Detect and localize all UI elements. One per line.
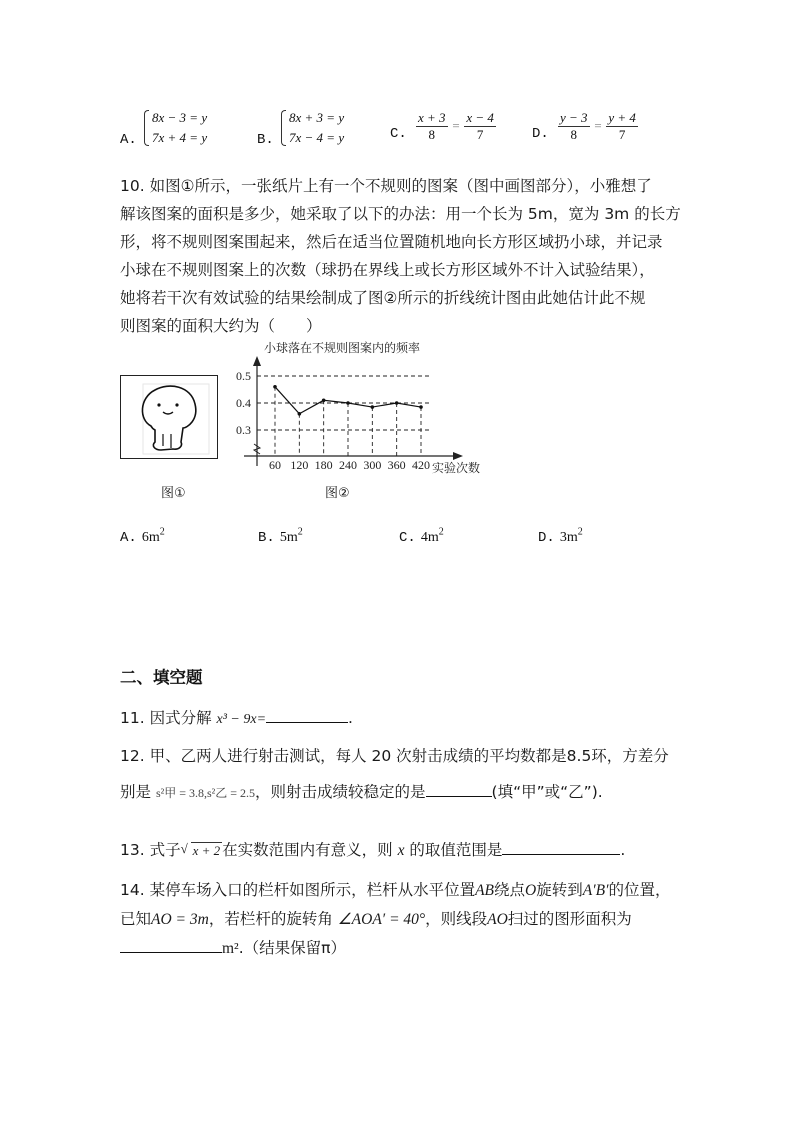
- equation-line: 7x + 4 = y: [152, 130, 208, 145]
- question-14: [120, 876, 671, 963]
- math-symbol: AO: [487, 911, 508, 928]
- numerator: x + 3: [418, 110, 446, 125]
- unit: m²: [222, 940, 239, 957]
- math-symbol: A′B′: [582, 882, 609, 899]
- text-line: 则图案的面积大约为（ ）: [120, 317, 322, 335]
- text-line: 她将若干次有效试验的结果绘制成了图②所示的折线统计图由此她估计此不规: [120, 289, 646, 307]
- line-chart-svg: [232, 338, 492, 483]
- variance-expression: s²甲 = 3.8,s²乙 = 2.5: [155, 786, 256, 800]
- denominator: 7: [618, 127, 626, 142]
- text: 扫过的图形面积为: [507, 910, 632, 928]
- denominator: 7: [476, 127, 484, 142]
- text: 已知: [120, 910, 152, 928]
- option-value: 3m: [559, 530, 578, 545]
- svg-text:300: 300: [363, 458, 382, 472]
- answer-blank[interactable]: [502, 838, 620, 855]
- option-label: A.: [120, 132, 137, 148]
- text-line: 解该图案的面积是多少，她采取了以下的办法：用一个长为 5m，宽为 3m 的长方: [120, 205, 681, 223]
- text: 旋转到: [536, 881, 583, 899]
- option-value: 4m: [420, 530, 439, 545]
- figure-2-caption: 图②: [325, 486, 350, 501]
- text: ，则线段: [425, 910, 488, 928]
- option-b[interactable]: [258, 526, 303, 546]
- denominator: 8: [570, 127, 578, 142]
- numerator: y + 4: [608, 110, 636, 125]
- option-label: C.: [399, 530, 416, 546]
- question-10-options: [120, 526, 640, 546]
- chart-title: 小球落在不规则图案内的频率: [264, 341, 421, 355]
- superscript: 2: [438, 526, 444, 538]
- text-line: 12. 甲、乙两人进行射击测试，每人 20 次射击成绩的平均数都是8.5环，方差分: [120, 747, 669, 765]
- svg-text:420: 420: [412, 458, 430, 472]
- svg-text:0.4: 0.4: [236, 396, 251, 410]
- svg-text:240: 240: [339, 458, 357, 472]
- y-axis-arrow-icon: [253, 356, 261, 366]
- answer-blank[interactable]: [120, 936, 222, 953]
- punctuation: .: [620, 841, 626, 859]
- equation: [416, 110, 496, 143]
- question-text: 11. 因式分解: [120, 709, 217, 727]
- equation-system: [281, 108, 344, 148]
- option-label: A.: [120, 530, 137, 546]
- mushroom-character-icon: [121, 376, 216, 457]
- text: 的取值范围是: [404, 841, 503, 859]
- text: 的位置，: [608, 881, 671, 899]
- text: 在实数范围内有意义，则: [222, 841, 398, 859]
- variable: x: [397, 842, 405, 859]
- superscript: 2: [577, 526, 583, 538]
- answer-blank[interactable]: [266, 706, 348, 723]
- equation: [558, 110, 638, 143]
- option-c[interactable]: [399, 526, 444, 546]
- svg-text:60: 60: [269, 458, 281, 472]
- text-line: 小球在不规则图案上的次数（球扔在界线上或长方形区域外不计入试验结果），: [120, 261, 655, 279]
- option-a[interactable]: [120, 526, 165, 546]
- text: ，则射击成绩较稳定的是: [255, 783, 426, 801]
- option-label: D.: [538, 530, 555, 546]
- x-axis-label: 实验次数: [432, 461, 481, 475]
- text: 绕点: [494, 881, 526, 899]
- math-symbol: AB: [475, 882, 495, 899]
- text: 14. 某停车场入口的栏杆如图所示，栏杆从水平位置: [120, 881, 476, 899]
- option-value: 6m: [141, 530, 160, 545]
- option-value: 5m: [279, 530, 298, 545]
- superscript: 2: [297, 526, 303, 538]
- option-label: D.: [532, 126, 549, 142]
- q9-option-a: [120, 108, 208, 148]
- numerator: x − 4: [466, 110, 494, 125]
- punctuation: .: [348, 709, 353, 727]
- radicand: x + 2: [192, 843, 221, 858]
- svg-text:360: 360: [387, 458, 406, 472]
- option-label: B.: [258, 530, 275, 546]
- section-title: 二、填空题: [120, 668, 203, 687]
- figure-1-frame: [120, 375, 218, 459]
- equation-line: 7x − 4 = y: [289, 130, 345, 145]
- answer-blank[interactable]: [426, 780, 492, 797]
- figure-1-caption: 图①: [161, 486, 186, 501]
- svg-text:120: 120: [290, 458, 309, 472]
- svg-text:180: 180: [314, 458, 333, 472]
- option-label: B.: [257, 132, 274, 148]
- denominator: 8: [428, 127, 436, 142]
- text: 13. 式子: [120, 841, 181, 859]
- text-line: 10. 如图①所示，一张纸片上有一个不规则的图案（图中画图部分），小雅想了: [120, 177, 652, 195]
- text-line: 形，将不规则图案围起来，然后在适当位置随机地向长方形区域扔小球，并记录: [120, 233, 663, 251]
- q9-option-b: [257, 108, 345, 148]
- figure-2-line-chart: [232, 338, 492, 483]
- option-d[interactable]: [538, 526, 583, 546]
- option-label: C.: [390, 126, 407, 142]
- text: ，若栏杆的旋转角: [208, 910, 338, 928]
- svg-text:0.3: 0.3: [236, 423, 251, 437]
- equation-system: [144, 108, 207, 148]
- text: (填“甲”或“乙”).: [491, 783, 603, 801]
- math-expression: x³ − 9x=: [216, 712, 267, 727]
- math-expression: AO = 3m: [151, 911, 209, 928]
- equals-sign: =: [451, 118, 461, 134]
- svg-text:0.5: 0.5: [236, 369, 251, 383]
- superscript: 2: [159, 526, 165, 538]
- text: .（结果保留π）: [238, 939, 346, 957]
- x-axis-arrow-icon: [453, 452, 463, 460]
- equation-line: 8x + 3 = y: [289, 110, 345, 125]
- square-root-expression: √ x + 2: [180, 841, 221, 858]
- question-10-text: [120, 172, 681, 340]
- question-11: [120, 704, 353, 734]
- question-13: [120, 836, 625, 865]
- question-12: [120, 742, 669, 807]
- equation-line: 8x − 3 = y: [152, 110, 208, 125]
- numerator: y − 3: [560, 110, 588, 125]
- math-expression: ∠AOA′ = 40°: [337, 911, 426, 928]
- math-symbol: O: [525, 882, 537, 899]
- text: 别是: [120, 783, 156, 801]
- equals-sign: =: [593, 118, 603, 134]
